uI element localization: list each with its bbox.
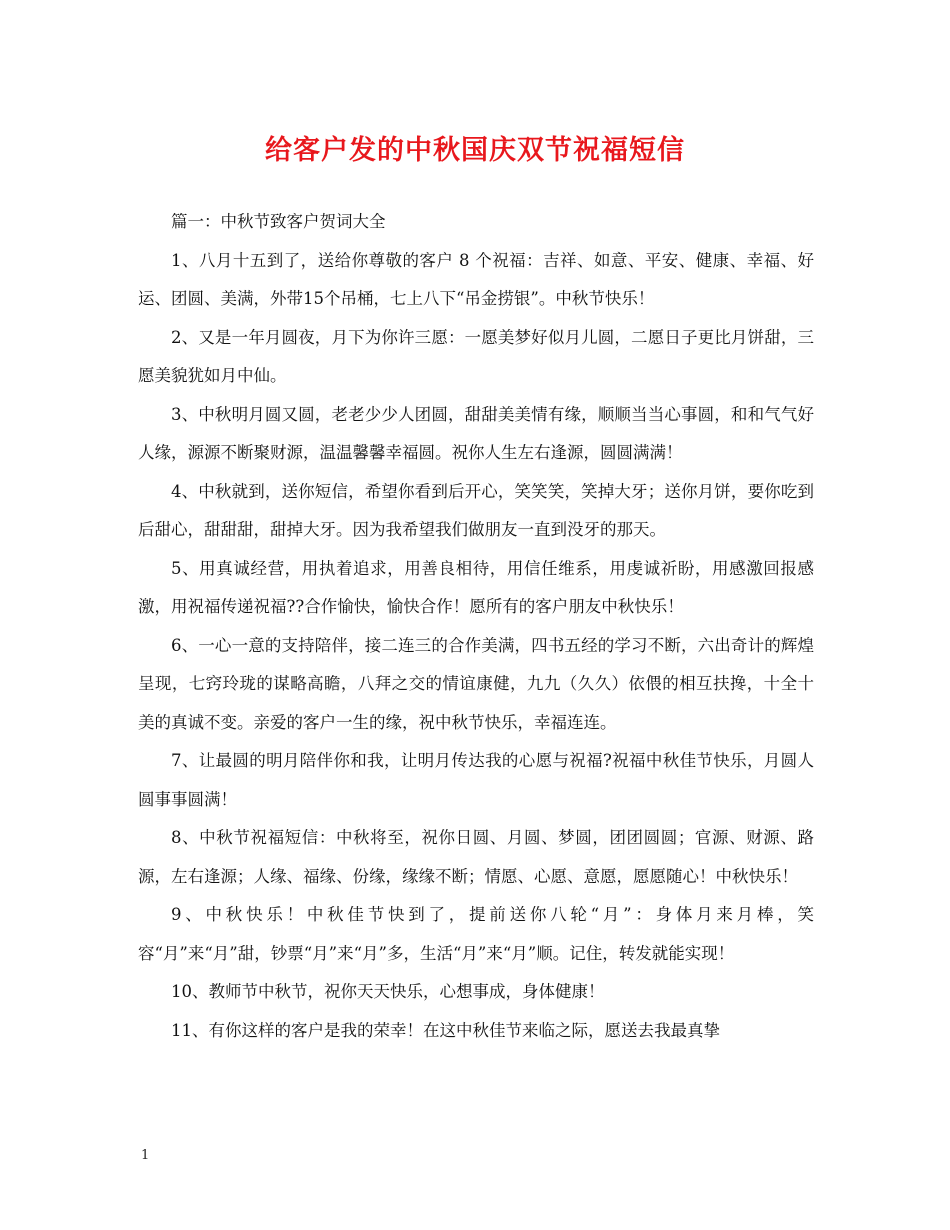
paragraph-4: 4、中秋就到，送你短信，希望你看到后开心，笑笑笑，笑掉大牙；送你月饼，要你吃到后甜心，甜甜甜，甜掉大牙。因为我希望我们做朋友一直到没牙的那天。 <box>138 481 814 539</box>
document-title: 给客户发的中秋国庆双节祝福短信 <box>265 135 685 166</box>
paragraph-9: 9、中秋快乐！中秋佳节快到了，提前送你八轮“月”：身体月来月棒，笑容“月”来“月”甜，钞票“月”来“月”多，生活“月”来“月”顺。记住，转发就能实现！ <box>138 905 814 963</box>
section-heading: 篇一：中秋节致客户贺词大全 <box>171 212 386 231</box>
paragraph-11: 11、有你这样的客户是我的荣幸！在这中秋佳节来临之际，愿送去我最真挚 <box>171 1020 720 1040</box>
paragraph-10: 10、教师节中秋节，祝你天天快乐，心想事成，身体健康！ <box>171 982 605 1001</box>
paragraph-6: 6、一心一意的支持陪伴，接二连三的合作美满，四书五经的学习不断，六出奇计的辉煌呈现，七窍玲珑的谋略高瞻，八拜之交的情谊康健，九九（久久）依偎的相互扶搀，十全十美的真诚不变。亲爱的客户一生的缘，祝中秋节快乐，幸福连连。 <box>138 635 814 732</box>
paragraph-8: 8、中秋节祝福短信：中秋将至，祝你日圆、月圆、梦圆，团团圆圆；官源、财源、路源，左右逢源；人缘、福缘、份缘，缘缘不断；情愿、心愿、意愿，愿愿随心！中秋快乐！ <box>138 828 814 886</box>
paragraph-1: 1、八月十五到了，送给你尊敬的客户 8 个祝福：吉祥、如意、平安、健康、幸福、好运、团圆、美满，外带15个吊桶，七上八下“吊金捞银”。中秋节快乐！ <box>138 250 814 308</box>
paragraph-2: 2、又是一年月圆夜，月下为你许三愿：一愿美梦好似月儿圆，二愿日子更比月饼甜，三愿美貌犹如月中仙。 <box>138 327 814 385</box>
page-number: 1 <box>141 1148 150 1163</box>
document-body <box>138 203 814 1050</box>
paragraph-5: 5、用真诚经营，用执着追求，用善良相待，用信任维系，用虔诚祈盼，用感激回报感激，用祝福传递祝福??合作愉快，愉快合作！愿所有的客户朋友中秋快乐！ <box>138 558 814 616</box>
paragraph-3: 3、中秋明月圆又圆，老老少少人团圆，甜甜美美情有缘，顺顺当当心事圆，和和气气好人缘，源源不断聚财源，温温馨馨幸福圆。祝你人生左右逢源，圆圆满满！ <box>138 404 814 462</box>
paragraph-7: 7、让最圆的明月陪伴你和我，让明月传达我的心愿与祝福?祝福中秋佳节快乐，月圆人圆事事圆满！ <box>138 751 814 809</box>
